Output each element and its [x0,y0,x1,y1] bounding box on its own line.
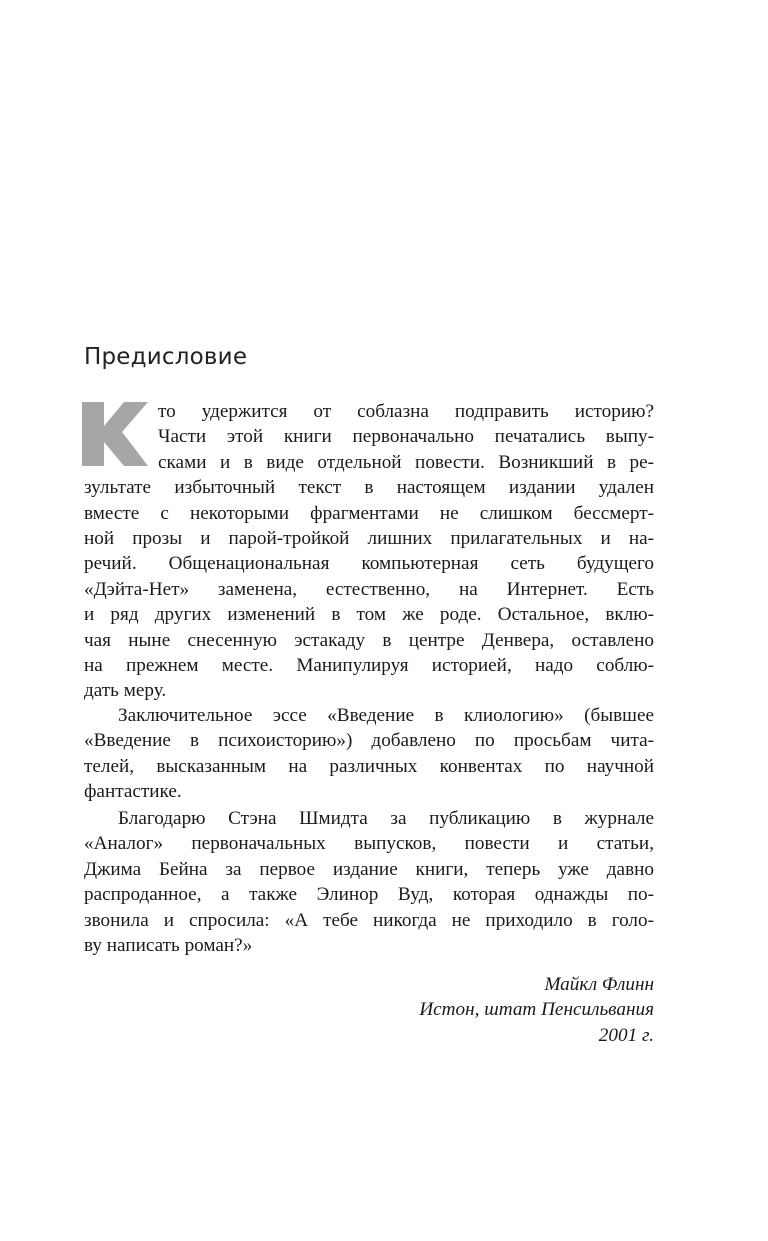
text-line: ной прозы и парой-тройкой лишних прилагательных и на- [84,527,654,549]
text-line: речий. Общенациональная компьютерная сеть будущего [84,553,654,575]
text-line: сками и в виде отдельной повести. Возникший в ре- [158,451,654,473]
text-line: распроданное, а также Элинор Вуд, которая однажды по- [84,884,654,906]
text-line: «Введение в психоисторию») добавлено по просьбам чита- [84,730,654,752]
signature-place: Истон, штат Пенсильвания [419,999,654,1021]
text-line: вместе с некоторыми фрагментами не слишком бессмерт- [84,502,654,524]
text-line: на прежнем месте. Манипулируя историей, надо соблю- [84,654,654,676]
text-line: «Аналог» первоначальных выпусков, повести и статьи, [84,833,654,855]
signature-block [419,972,654,1048]
text-line: чая ныне снесенную эстакаду в центре Денвера, оставлено [84,629,654,651]
text-line: зультате избыточный текст в настоящем издании удален [84,477,654,499]
text-line: звонила и спросила: «А тебе никогда не приходило в голо- [84,909,654,931]
signature-year: 2001 г. [598,1024,654,1046]
paragraph-intro [84,399,654,704]
text-line: Заключительное эссе «Введение в клиологию» (бывшее [118,705,654,726]
page-title: Предисловие [84,344,248,370]
text-line: ву написать роман?» [84,934,253,956]
text-line: Части этой книги первоначально печатались выпу- [158,426,654,448]
paragraph-essay-note [84,703,654,805]
signature-author: Майкл Флинн [544,974,654,995]
text-line: «Дэйта-Нет» заменена, естественно, на Интернет. Есть [84,578,654,600]
text-line: Джима Бейна за первое издание книги, теперь уже давно [84,858,654,880]
text-line: дать меру. [84,680,167,702]
text-line: то удержится от соблазна подправить историю? [158,401,654,422]
text-line: и ряд других изменений в том же роде. Остальное, вклю- [84,604,654,626]
text-line: Благодарю Стэна Шмидта за публикацию в журнале [118,808,654,829]
text-line: телей, высказанным на различных конвентах по научной [84,755,654,777]
text-line: фантастике. [84,781,182,803]
paragraph-acknowledgements [84,806,654,958]
